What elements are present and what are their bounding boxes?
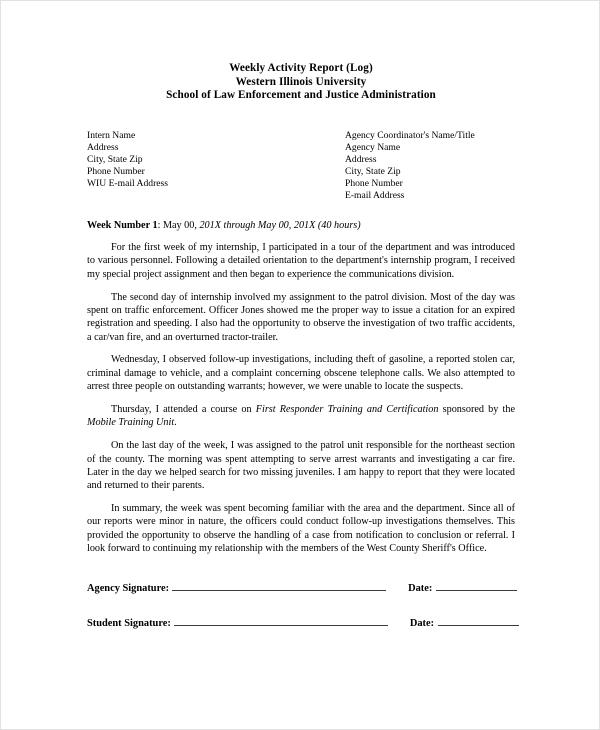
- italic-run: Mobile Training Unit: [87, 417, 175, 429]
- intern-name: Intern Name: [87, 129, 136, 141]
- report-body: [87, 232, 515, 555]
- paragraph-investigations: [87, 353, 515, 393]
- paragraph-patrol-division: [87, 291, 515, 344]
- header-line-university: Western Illinois University: [235, 75, 367, 88]
- intern-address-column: [87, 130, 345, 202]
- paragraph-summary: [87, 502, 515, 555]
- week-date-prefix: : May 00,: [157, 220, 200, 232]
- document-header: [87, 1, 515, 103]
- text-run: .: [174, 417, 177, 429]
- intern-address: Address: [87, 141, 119, 153]
- agency-signature-row: [87, 580, 515, 596]
- agency-phone: Phone Number: [345, 177, 403, 189]
- intern-email: WIU E-mail Address: [87, 177, 168, 189]
- text-run: sponsored by the: [438, 404, 515, 415]
- student-signature-label: Student Signature:: [87, 618, 171, 630]
- agency-date-label: Date:: [408, 583, 433, 595]
- paragraph-last-day: [87, 439, 515, 492]
- paragraph-week-overview: [87, 241, 515, 281]
- intern-city-state-zip: City, State Zip: [87, 153, 143, 165]
- text-run: Thursday, I attended a course on: [111, 404, 256, 415]
- agency-name: Agency Name: [345, 141, 401, 153]
- student-signature-field[interactable]: [174, 615, 388, 626]
- agency-signature-label: Agency Signature:: [87, 583, 170, 595]
- agency-coordinator-name: Agency Coordinator's Name/Title: [345, 129, 475, 141]
- agency-date-field[interactable]: [436, 580, 517, 591]
- text-run: In summary, the week was spent becoming familiar with the area and the department. Since all of our reports were minor in nature, the officers could conduct follow-up investigations themselves. This provided the opportunity to observe the handling of a case from notification to conclusion or referral. I look forward to continuing my relationship with the members of the West County Sheriff's Office.: [87, 503, 515, 555]
- intern-phone: Phone Number: [87, 165, 145, 177]
- signature-block: [87, 555, 515, 631]
- student-date-field[interactable]: [438, 615, 519, 626]
- paragraph-training-course: [87, 403, 515, 430]
- agency-address-column: [345, 130, 515, 202]
- text-run: Wednesday, I observed follow-up investigations, including theft of gasoline, a reported stolen car, criminal damage to vehicle, and a complaint concerning obscene telephone calls. We also attempted to arrest three people on outstanding warrants; however, we were unable to locate the suspects.: [87, 354, 515, 393]
- week-date-range: 201X through May 00, 201X (40 hours): [199, 220, 361, 232]
- student-date-label: Date:: [409, 618, 435, 630]
- text-run: The second day of internship involved my assignment to the patrol division. Most of the day was spent on traffic enforcement. Officer Jones showed me the proper way to issue a citation for an expired registration and speeding. I also had the opportunity to observe the investigation of two traffic accidents, a car/van fire, and an overturned tractor-trailer.: [87, 291, 515, 343]
- agency-address: Address: [345, 153, 377, 165]
- address-block: [87, 103, 515, 202]
- header-line-school: School of Law Enforcement and Justice Administration: [166, 89, 436, 102]
- week-number-label: Week Number 1: [87, 220, 158, 232]
- header-line-title: Weekly Activity Report (Log): [229, 62, 373, 74]
- week-number-line: [87, 202, 515, 232]
- agency-city-state-zip: City, State Zip: [345, 165, 401, 177]
- text-run: On the last day of the week, I was assigned to the patrol unit responsible for the northeast section of the county. The morning was spent attempting to serve arrest warrants and investigating a car fire. Later in the day we helped search for two missing juveniles. I am happy to report that they were located and returned to their parents.: [87, 440, 515, 492]
- italic-run: First Responder Training and Certification: [255, 404, 439, 415]
- agency-signature-field[interactable]: [172, 580, 386, 591]
- page-content: [87, 1, 515, 631]
- text-run: For the first week of my internship, I participated in a tour of the department and was introduced to various personnel. Following a detailed orientation to the department's internship program, I received my special project assignment and then began to experience the communications division.: [87, 242, 515, 280]
- student-signature-row: [87, 615, 515, 631]
- agency-email: E-mail Address: [345, 190, 405, 202]
